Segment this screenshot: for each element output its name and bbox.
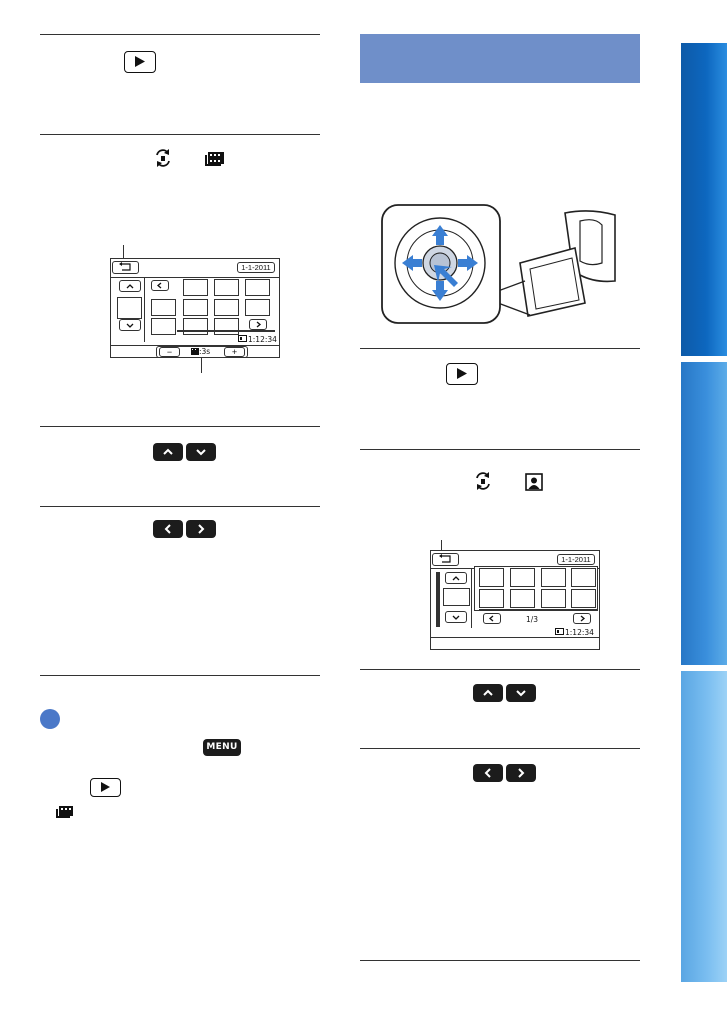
- face-icon: [524, 472, 544, 492]
- play-button-icon: [446, 363, 478, 385]
- right-button-icon: [506, 764, 536, 782]
- next-button[interactable]: [249, 319, 267, 330]
- thumbnail[interactable]: [571, 568, 596, 587]
- counter-label: 1:12:34: [565, 628, 594, 637]
- thumbnail[interactable]: [183, 279, 208, 296]
- up-button-icon: [473, 684, 503, 702]
- film-strip-icon: [191, 348, 199, 355]
- callout-line: [201, 358, 202, 373]
- thumbnail[interactable]: [479, 589, 504, 608]
- section-divider: [40, 675, 320, 676]
- plus-button[interactable]: +: [224, 347, 245, 357]
- thumbnail[interactable]: [214, 299, 239, 316]
- right-button-icon: [186, 520, 216, 538]
- left-button-icon: [153, 520, 183, 538]
- thumbnail[interactable]: [510, 568, 535, 587]
- left-arrow-icon: [153, 520, 183, 538]
- film-strip-icon: [55, 804, 75, 820]
- section-divider: [40, 34, 320, 35]
- down-arrow-icon: [446, 612, 466, 622]
- screen-divider: [144, 277, 145, 342]
- left-arrow-icon: [484, 614, 500, 623]
- section-divider: [360, 960, 640, 961]
- thumbnail[interactable]: [151, 318, 176, 335]
- play-button-icon: [90, 778, 121, 797]
- minus-button[interactable]: −: [159, 347, 180, 357]
- thumbnail[interactable]: [183, 299, 208, 316]
- section-divider: [360, 348, 640, 349]
- down-button-icon: [186, 443, 216, 461]
- up-arrow-icon: [473, 684, 503, 702]
- menu-button-icon: MENU: [203, 739, 241, 756]
- left-arrow-icon: [152, 281, 168, 290]
- section-header-box: [360, 34, 640, 83]
- section-divider: [360, 748, 640, 749]
- prev-button[interactable]: [151, 280, 169, 291]
- right-arrow-icon: [186, 520, 216, 538]
- return-icon: [114, 262, 138, 272]
- event-thumbnail: [117, 297, 142, 319]
- side-tab-2[interactable]: [681, 362, 727, 665]
- thumbnail[interactable]: [479, 568, 504, 587]
- lcd-screen: [430, 550, 600, 650]
- counter-label: 1:12:34: [248, 335, 277, 344]
- progress-bar: [177, 330, 275, 332]
- scroll-down-button[interactable]: [445, 611, 467, 623]
- up-arrow-icon: [153, 443, 183, 461]
- left-arrow-icon: [473, 764, 503, 782]
- up-button-icon: [153, 443, 183, 461]
- page-label: 1/3: [526, 615, 539, 624]
- down-arrow-icon: [506, 684, 536, 702]
- date-label: 1-1-2011: [557, 554, 595, 565]
- section-divider: [360, 669, 640, 670]
- return-button[interactable]: [432, 553, 459, 566]
- next-button[interactable]: [573, 613, 591, 624]
- face-thumbnail: [443, 588, 470, 606]
- camcorder-icon: [498, 211, 615, 316]
- thumbnail[interactable]: [245, 299, 270, 316]
- multi-selector-icon: [380, 203, 630, 325]
- film-strip-icon: [238, 335, 247, 342]
- thumbnail[interactable]: [541, 589, 566, 608]
- down-arrow-icon: [186, 443, 216, 461]
- interval-label: :3s: [199, 347, 211, 356]
- thumbnail[interactable]: [183, 318, 208, 335]
- up-arrow-icon: [120, 281, 140, 291]
- thumbnail[interactable]: [541, 568, 566, 587]
- scroll-up-button[interactable]: [445, 572, 467, 584]
- side-tab-1[interactable]: [681, 43, 727, 356]
- section-divider: [40, 426, 320, 427]
- play-icon: [447, 364, 477, 383]
- scroll-bar[interactable]: [436, 572, 440, 627]
- scroll-down-button[interactable]: [119, 319, 141, 331]
- screen-divider: [111, 277, 279, 278]
- right-arrow-icon: [250, 320, 266, 329]
- right-arrow-icon: [574, 614, 590, 623]
- switch-icon: [152, 147, 174, 169]
- switch-icon: [472, 470, 494, 492]
- right-arrow-icon: [506, 764, 536, 782]
- date-label: 1-1-2011: [237, 262, 275, 273]
- side-tab-3[interactable]: [681, 671, 727, 982]
- thumbnail[interactable]: [214, 318, 239, 335]
- play-icon: [91, 779, 119, 795]
- progress-bar: [479, 609, 597, 611]
- film-strip-icon: [204, 150, 226, 168]
- section-divider: [40, 134, 320, 135]
- screen-divider: [431, 637, 599, 638]
- thumbnail[interactable]: [510, 589, 535, 608]
- thumbnail[interactable]: [245, 279, 270, 296]
- down-arrow-icon: [120, 320, 140, 330]
- down-button-icon: [506, 684, 536, 702]
- thumbnail[interactable]: [151, 299, 176, 316]
- screen-divider: [471, 568, 472, 628]
- section-divider: [360, 449, 640, 450]
- note-icon: [40, 709, 60, 729]
- lcd-screen: [110, 258, 280, 358]
- thumbnail[interactable]: [214, 279, 239, 296]
- scroll-up-button[interactable]: [119, 280, 141, 292]
- return-icon: [434, 554, 458, 564]
- play-button-icon: [124, 51, 156, 73]
- return-button[interactable]: [112, 261, 139, 274]
- left-button-icon: [473, 764, 503, 782]
- section-divider: [40, 506, 320, 507]
- prev-button[interactable]: [483, 613, 501, 624]
- thumbnail[interactable]: [571, 589, 596, 608]
- up-arrow-icon: [446, 573, 466, 583]
- play-icon: [125, 52, 155, 71]
- film-strip-icon: [555, 628, 564, 635]
